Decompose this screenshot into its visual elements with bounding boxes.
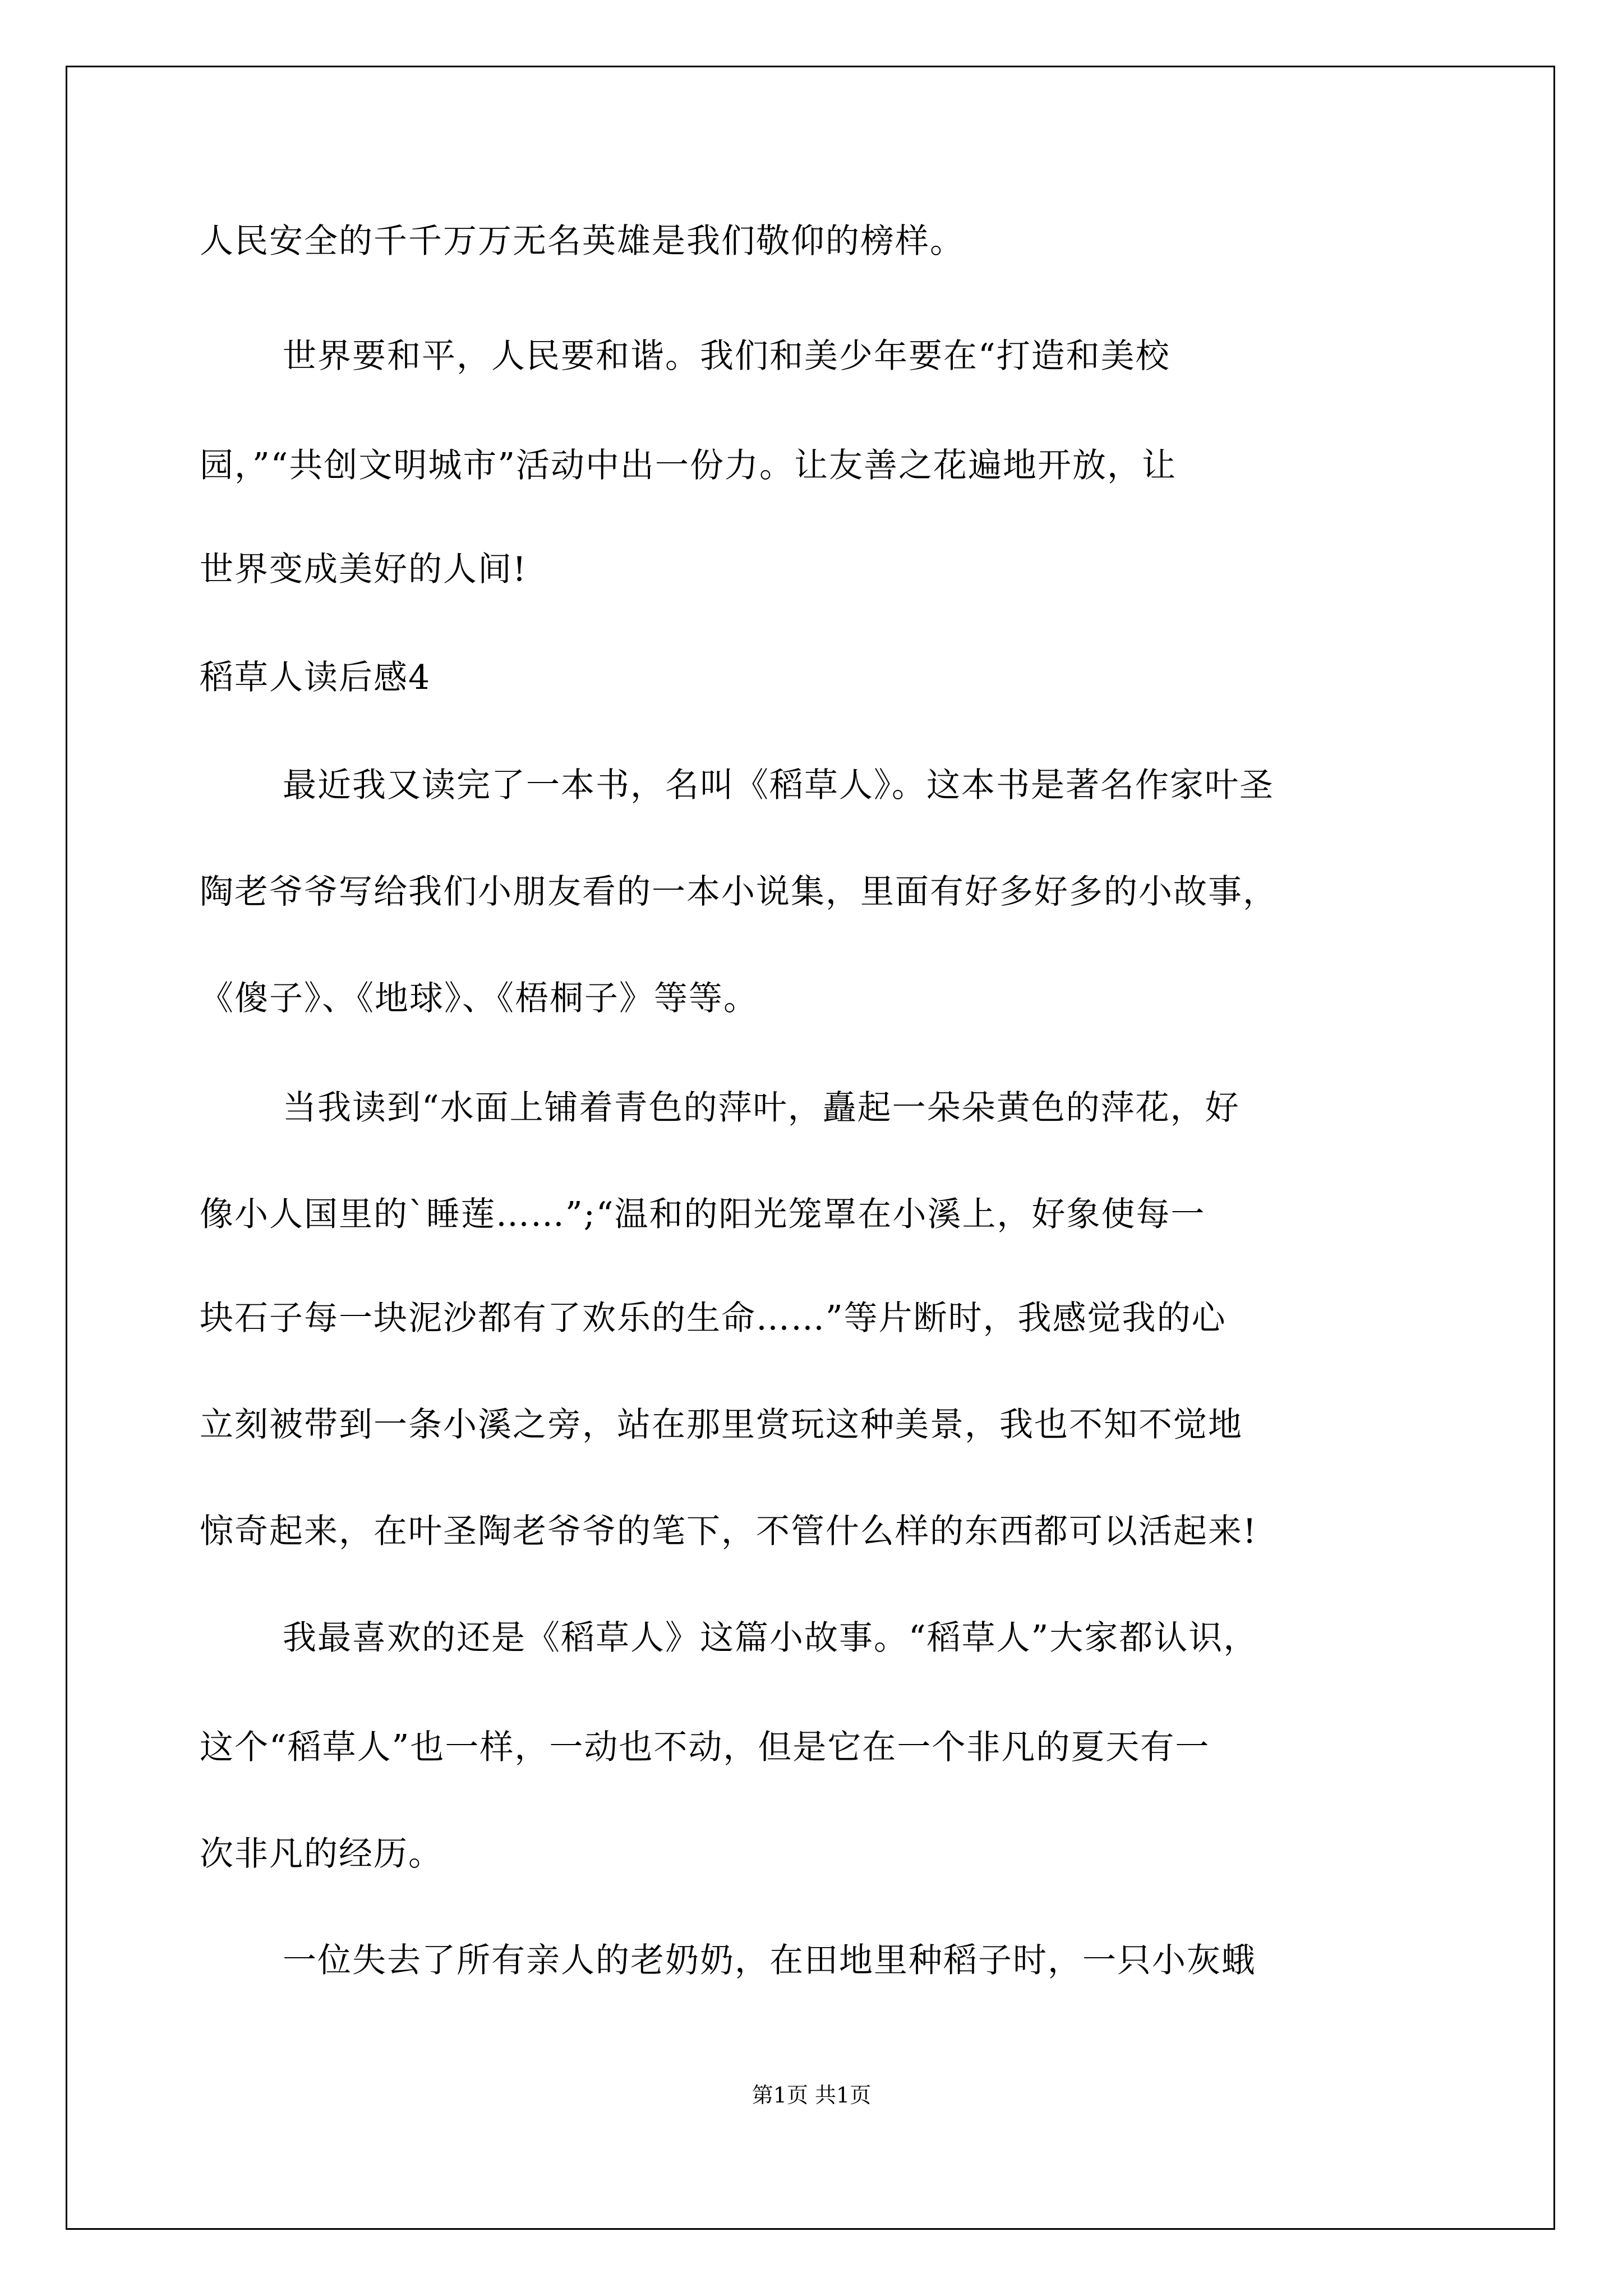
page-footer: 第1页 共1页 xyxy=(751,2083,872,2108)
text-line-2: 世界要和平，人民要和谐。我们和美少年要在“打造和美校 xyxy=(283,337,1170,376)
text-line-14: 我最喜欢的还是《稻草人》这篇小故事。“稻草人”大家都认识， xyxy=(283,1618,1258,1658)
text-line-12: 立刻被带到一条小溪之旁，站在那里赏玩这种美景，我也不知不觉地 xyxy=(200,1405,1243,1444)
text-line-10: 像小人国里的`睡莲……”;“温和的阳光笼罩在小溪上，好象使每一 xyxy=(200,1195,1206,1234)
text-line-8: 《傻子》、《地球》、《梧桐子》等等。 xyxy=(200,979,758,1018)
text-line-13: 惊奇起来，在叶圣陶老爷爷的笔下，不管什么样的东西都可以活起来! xyxy=(200,1512,1258,1551)
text-line-15: 这个“稻草人”也一样，一动也不动，但是它在一个非凡的夏天有一 xyxy=(200,1728,1210,1767)
text-line-6: 最近我又读完了一本书，名叫《稻草人》。这本书是著名作家叶圣 xyxy=(283,766,1274,805)
text-line-3: 园，”“共创文明城市”活动中出一份力。让友善之花遍地开放，让 xyxy=(200,446,1177,485)
section-heading: 稻草人读后感4 xyxy=(200,658,431,697)
text-line-7: 陶老爷爷写给我们小朋友看的一本小说集，里面有好多好多的小故事， xyxy=(200,872,1278,912)
text-line-17: 一位失去了所有亲人的老奶奶，在田地里种稻子时，一只小灰蛾 xyxy=(283,1941,1256,1980)
text-line-9: 当我读到“水面上铺着青色的萍叶，矗起一朵朵黄色的萍花，好 xyxy=(283,1088,1240,1128)
text-line-4: 世界变成美好的人间! xyxy=(200,550,528,589)
text-line-11: 块石子每一块泥沙都有了欢乐的生命……”等片断时，我感觉我的心 xyxy=(200,1299,1227,1338)
text-line-16: 次非凡的经历。 xyxy=(200,1834,443,1874)
text-line-1: 人民安全的千千万万无名英雄是我们敬仰的榜样。 xyxy=(200,222,965,261)
page-border xyxy=(66,66,1555,2230)
